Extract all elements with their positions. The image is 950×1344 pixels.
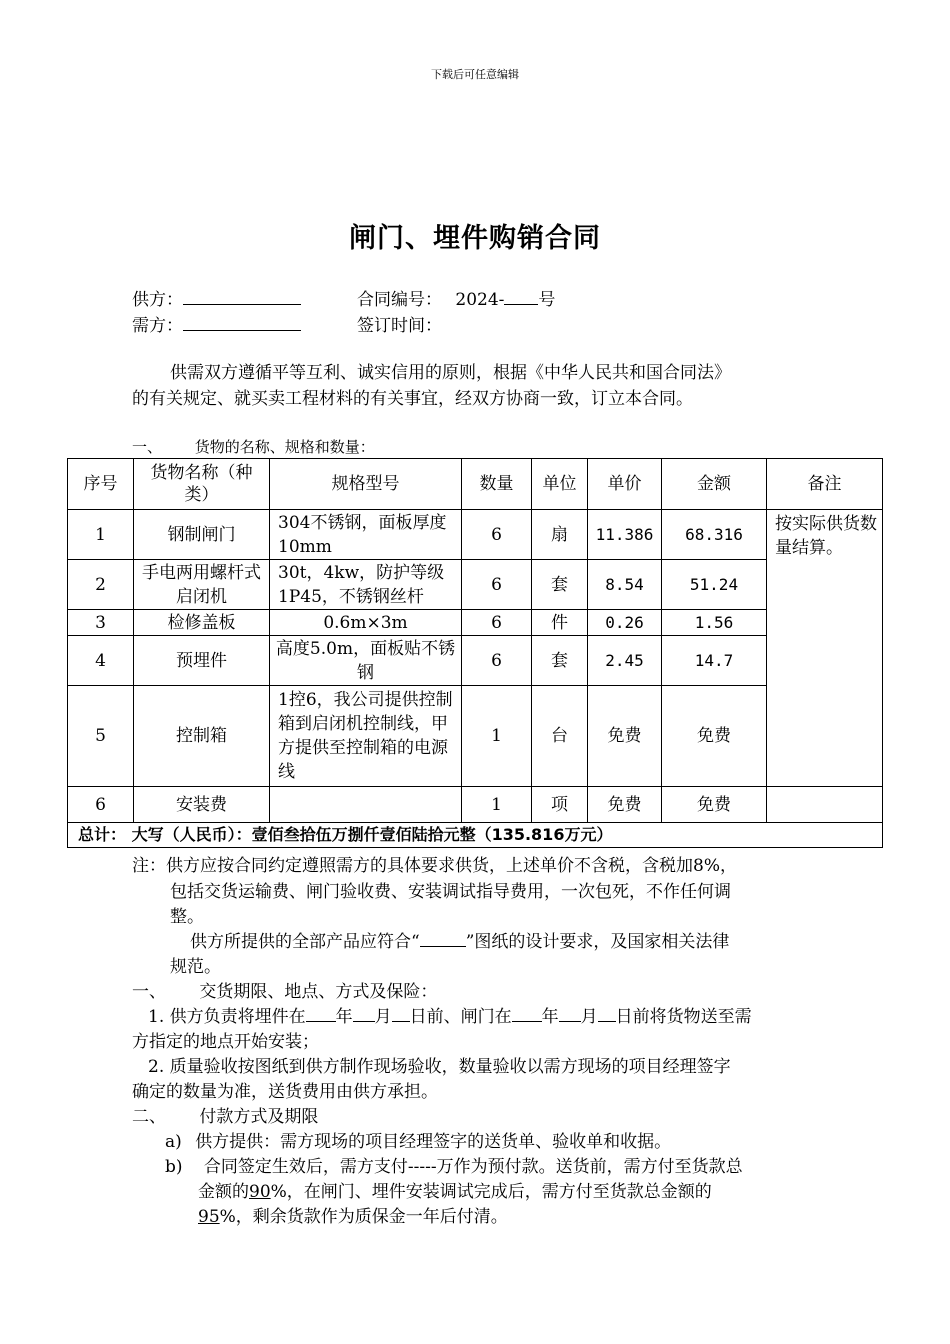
contract-no-blank	[504, 289, 538, 305]
goods-table	[67, 458, 883, 848]
row-qty: 6	[462, 610, 532, 636]
buyer-label: 需方：	[132, 316, 183, 336]
header-spec: 规格型号	[270, 459, 462, 510]
row-name: 安装费	[134, 787, 270, 823]
payment-item-b	[165, 1152, 743, 1177]
supplier-blank	[183, 289, 301, 305]
delivery-text: 1. 供方负责将埋件在	[148, 1007, 306, 1027]
section-3-heading	[132, 1102, 318, 1127]
delivery-item-1-line-2: 方指定的地点开始安装；	[132, 1032, 319, 1052]
table-total-row	[68, 823, 883, 848]
row-qty: 6	[462, 560, 532, 610]
row-name: 检修盖板	[134, 610, 270, 636]
year-blank	[512, 1006, 542, 1022]
row-qty: 1	[462, 686, 532, 787]
payment-item-a	[165, 1127, 671, 1152]
row-unit: 套	[532, 636, 588, 686]
table-header-row	[68, 459, 883, 510]
payment-a-label: a)	[165, 1132, 182, 1152]
table-row	[68, 610, 883, 636]
note-line-2: 包括交货运输费、闸门验收费、安装调试指导费用，一次包死，不作任何调	[170, 882, 731, 902]
payment-b-line-3	[198, 1202, 508, 1227]
day-blank	[598, 1006, 616, 1022]
design-text-b: ”图纸的设计要求，及国家相关法律	[465, 932, 730, 952]
row-spec: 304不锈钢，面板厚度10mm	[270, 510, 462, 560]
row-no: 1	[68, 510, 134, 560]
section-2-title: 交货期限、地点、方式及保险：	[199, 982, 438, 1002]
section-1-num: 一、	[132, 438, 163, 456]
header-unit: 单位	[532, 459, 588, 510]
delivery-text: 日前将货物送至需	[615, 1007, 752, 1027]
row-price: 11.386	[588, 510, 662, 560]
row-spec	[270, 787, 462, 823]
row-amount: 14.7	[662, 636, 767, 686]
section-2-num: 一、	[132, 982, 166, 1002]
table-row	[68, 636, 883, 686]
row-no: 2	[68, 560, 134, 610]
row-unit: 台	[532, 686, 588, 787]
header-no: 序号	[68, 459, 134, 510]
supplier-label: 供方：	[132, 290, 183, 310]
row-price: 2.45	[588, 636, 662, 686]
page-title: 闸门、埋件购销合同	[349, 223, 601, 254]
row-remark-empty	[767, 787, 883, 823]
row-price: 免费	[588, 787, 662, 823]
buyer-field	[132, 311, 301, 336]
design-requirement	[190, 927, 729, 952]
delivery-text: 月	[580, 1007, 598, 1027]
row-name: 控制箱	[134, 686, 270, 787]
row-no: 6	[68, 787, 134, 823]
delivery-text: 年	[541, 1007, 559, 1027]
supplier-field	[132, 285, 301, 310]
row-spec: 30t，4kw，防护等级1P45，不锈钢丝杆	[270, 560, 462, 610]
payment-b-line-1: 合同签定生效后，需方支付-----万作为预付款。送货前，需方付至货款总	[203, 1157, 743, 1177]
header-price: 单价	[588, 459, 662, 510]
payment-text: %，剩余货款作为质保金一年后付清。	[219, 1207, 508, 1227]
delivery-item-2-line-1: 2. 质量验收按图纸到供方制作现场验收，数量验收以需方现场的项目经理签字	[148, 1057, 731, 1077]
row-amount: 51.24	[662, 560, 767, 610]
row-amount: 免费	[662, 787, 767, 823]
month-blank	[559, 1006, 581, 1022]
table-row	[68, 787, 883, 823]
row-amount: 1.56	[662, 610, 767, 636]
delivery-text: 月	[374, 1007, 392, 1027]
row-qty: 1	[462, 787, 532, 823]
header-name: 货物名称（种类）	[134, 459, 270, 510]
intro-line-1: 供需双方遵循平等互利、诚实信用的原则，根据《中华人民共和国合同法》	[170, 363, 731, 383]
design-text-a: 供方所提供的全部产品应符合“	[190, 932, 420, 952]
sign-time-label: 签订时间：	[357, 316, 442, 336]
row-price: 8.54	[588, 560, 662, 610]
payment-text: 金额的	[198, 1182, 249, 1202]
row-name: 钢制闸门	[134, 510, 270, 560]
delivery-item-2-line-2: 确定的数量为准，送货费用由供方承担。	[132, 1082, 438, 1102]
design-line-2: 规范。	[170, 957, 221, 977]
contract-no-label: 合同编号：	[357, 290, 442, 310]
row-unit: 项	[532, 787, 588, 823]
row-unit: 扇	[532, 510, 588, 560]
header-amount: 金额	[662, 459, 767, 510]
note-line-3: 整。	[170, 907, 204, 927]
delivery-text: 年	[335, 1007, 353, 1027]
contract-no-value: 2024-	[455, 290, 505, 310]
row-qty: 6	[462, 510, 532, 560]
section-2-heading	[132, 977, 437, 1002]
section-1-heading	[132, 436, 375, 457]
month-blank	[353, 1006, 375, 1022]
row-name: 预埋件	[134, 636, 270, 686]
row-remark: 按实际供货数量结算。	[767, 510, 883, 787]
row-no: 3	[68, 610, 134, 636]
buyer-blank	[183, 315, 301, 331]
row-unit: 件	[532, 610, 588, 636]
payment-b-line-2	[198, 1177, 712, 1202]
row-spec: 0.6m×3m	[270, 610, 462, 636]
contract-no-suffix: 号	[538, 290, 556, 310]
row-no: 4	[68, 636, 134, 686]
row-no: 5	[68, 686, 134, 787]
row-spec: 高度5.0m，面板贴不锈钢	[270, 636, 462, 686]
year-blank	[306, 1006, 336, 1022]
row-amount: 免费	[662, 686, 767, 787]
payment-text: %，在闸门、埋件安装调试完成后，需方付至货款总金额的	[270, 1182, 712, 1202]
delivery-item-1	[148, 1002, 752, 1027]
row-price: 免费	[588, 686, 662, 787]
header-note: 下载后可任意编辑	[431, 68, 519, 81]
table-row	[68, 560, 883, 610]
contract-no-field	[357, 285, 555, 310]
percent-95: 95	[198, 1207, 220, 1227]
table-row	[68, 510, 883, 560]
row-spec: 1控6，我公司提供控制箱到启闭机控制线，甲方提供至控制箱的电源线	[270, 686, 462, 787]
section-3-title: 付款方式及期限	[199, 1107, 319, 1127]
row-name: 手电两用螺杆式启闭机	[134, 560, 270, 610]
header-remark: 备注	[767, 459, 883, 510]
row-amount: 68.316	[662, 510, 767, 560]
note-line-1: 注：供方应按合同约定遵照需方的具体要求供货，上述单价不含税，含税加8%，	[132, 856, 737, 876]
section-1-title: 货物的名称、规格和数量：	[194, 438, 375, 456]
header-qty: 数量	[462, 459, 532, 510]
row-unit: 套	[532, 560, 588, 610]
total-amount: 总计： 大写（人民币）：壹佰叁拾伍万捌仟壹佰陆拾元整（135.816万元）	[68, 823, 883, 848]
table-row	[68, 686, 883, 787]
delivery-text: 日前、闸门在	[409, 1007, 512, 1027]
row-qty: 6	[462, 636, 532, 686]
percent-90: 90	[249, 1182, 271, 1202]
payment-a-text: 供方提供：需方现场的项目经理签字的送货单、验收单和收据。	[195, 1132, 672, 1152]
section-3-num: 二、	[132, 1107, 166, 1127]
intro-line-2: 的有关规定、就买卖工程材料的有关事宜，经双方协商一致，订立本合同。	[132, 389, 693, 409]
design-blank	[420, 931, 466, 947]
payment-b-label: b)	[165, 1157, 183, 1177]
row-price: 0.26	[588, 610, 662, 636]
day-blank	[392, 1006, 410, 1022]
